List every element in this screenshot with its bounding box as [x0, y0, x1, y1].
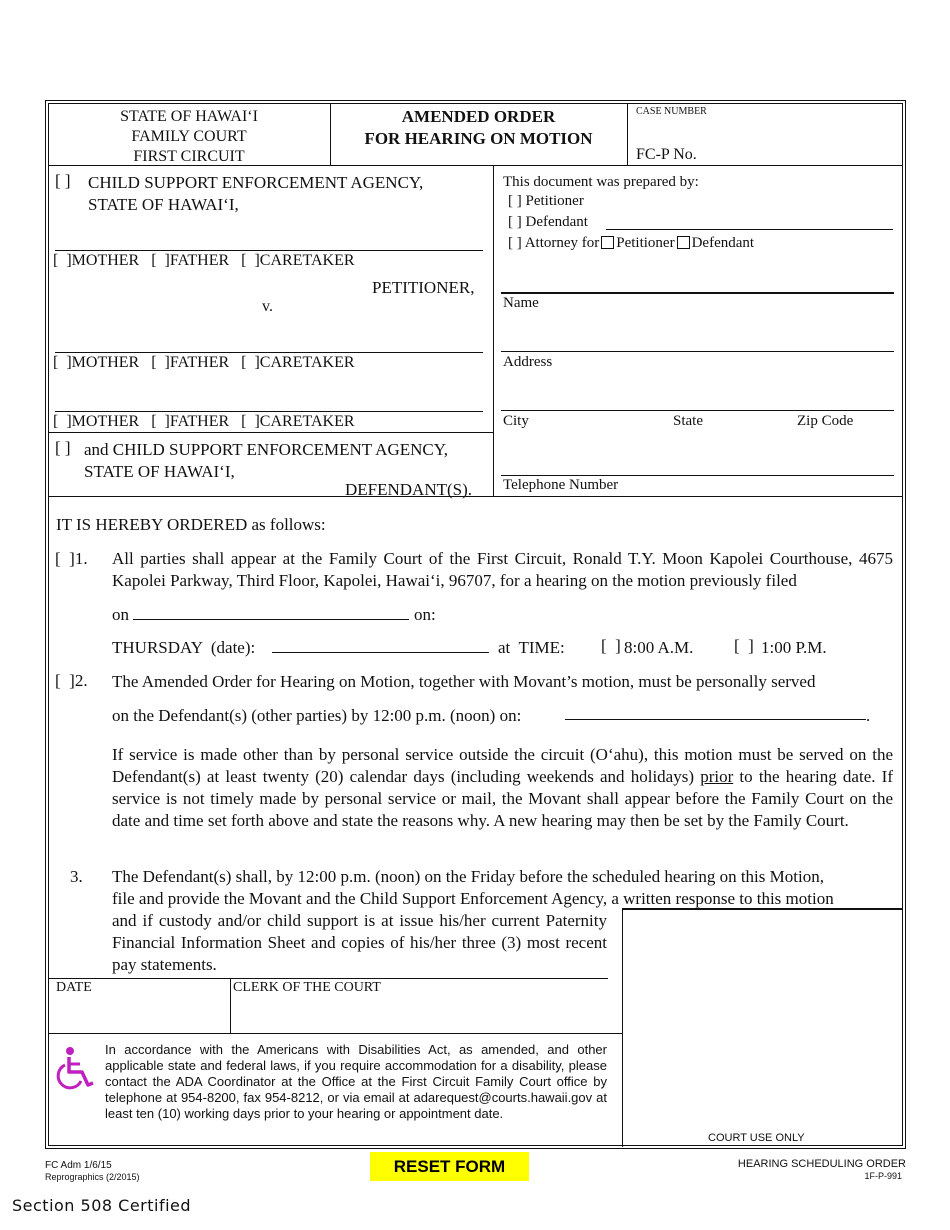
item2-text: The Amended Order for Hearing on Motion, together with Movant’s motion, must be personally served [112, 672, 816, 691]
attorney-defendant-checkbox[interactable] [677, 236, 690, 249]
order-intro: IT IS HEREBY ORDERED as follows: [56, 515, 326, 534]
signature-bottom [48, 1033, 623, 1034]
court-name: STATE OF HAWAIʻI FAMILY COURT FIRST CIRCUIT [120, 108, 258, 165]
document-title: AMENDED ORDER FOR HEARING ON MOTION [364, 107, 593, 148]
thursday-label: THURSDAY (date): [112, 638, 256, 657]
date-label: DATE [56, 980, 92, 995]
court-use-left [622, 908, 623, 1147]
hearing-date-line[interactable] [272, 652, 489, 653]
petitioner-label: PETITIONER, [372, 278, 475, 297]
case-number-prefix[interactable]: FC-P No. [636, 146, 697, 163]
preparer-attorney-option[interactable]: [ ] Attorney for Petitioner Defendant [508, 235, 755, 251]
time-am-checkbox[interactable]: [ ] [601, 636, 621, 655]
time-label: at TIME: [498, 638, 565, 657]
item3-line2: file and provide the Movant and the Child Support Enforcement Agency, a written response to this motion [112, 889, 834, 908]
ada-notice: In accordance with the Americans with Disabilities Act, as amended, and other applicable state and federal laws, if you require accommodation for a disability, please contact the ADA Coordinator at the Office at the First Circuit Family Court office by telephone at 954-8200, fax 954-8212, or via email at adarequest@courts.hawaii.gov at least ten (10) working days prior to your hearing or appointment date. [105, 1042, 607, 1121]
address-label: Address [503, 354, 553, 370]
item3-line1: The Defendant(s) shall, by 12:00 p.m. (noon) on the Friday before the scheduled hearing on this Motion, [112, 867, 824, 886]
reset-form-button[interactable]: RESET FORM [370, 1152, 529, 1181]
clerk-signature-field[interactable] [233, 996, 605, 1030]
service-paragraph: If service is made other than by personal service outside the circuit (Oʻahu), this motion must be served on the Defendant(s) at least twenty (20) calendar days (including weekends and holidays) prior to the hearing date. If service is not timely made by personal service or mail, the Movant shall appear before the Family Court on the date and time set forth above and state the reasons why. A new hearing may then be set by the Family Court. [112, 745, 893, 830]
section-508-label: Section 508 Certified [12, 1196, 192, 1215]
item1-on-label2: on: [414, 605, 436, 624]
time-pm-label: 1:00 P.M. [761, 638, 827, 657]
name-label: Name [503, 295, 539, 311]
item1-checkbox[interactable]: [ ]1. [55, 549, 88, 568]
defendant-label: DEFENDANT(S). [345, 480, 473, 499]
petitioner-role-options[interactable]: [ ]MOTHER [ ]FATHER [ ]CARETAKER [53, 252, 355, 269]
court-use-top [622, 908, 903, 910]
item2-checkbox[interactable]: [ ]2. [55, 671, 88, 690]
csea-checkbox[interactable]: [ ] [55, 171, 71, 190]
def-csea-label: and CHILD SUPPORT ENFORCEMENT AGENCY, STATE OF HAWAIʻI, [84, 440, 449, 481]
caption-bottom [48, 496, 903, 497]
reprographics-label: Reprographics (2/2015) [45, 1172, 140, 1182]
defendant1-role-options[interactable]: [ ]MOTHER [ ]FATHER [ ]CARETAKER [53, 354, 355, 371]
item3-rest: and if custody and/or child support is at issue his/her current Paternity Financial Information Sheet and copies of his/her three (3) most recent pay statements. [112, 911, 607, 974]
signature-divider [230, 978, 231, 1033]
zip-label: Zip Code [797, 413, 854, 429]
time-am-label: 8:00 A.M. [624, 638, 694, 657]
defendant2-role-options[interactable]: [ ]MOTHER [ ]FATHER [ ]CARETAKER [53, 413, 355, 430]
time-pm-checkbox[interactable]: [ ] [734, 636, 754, 655]
item3-number: 3. [70, 867, 83, 886]
preparer-heading: This document was prepared by: [503, 174, 699, 190]
case-number-label: CASE NUMBER [636, 106, 707, 117]
item2-period: . [866, 706, 871, 725]
service-date-line[interactable] [565, 719, 866, 720]
caption-defendant-line [48, 432, 493, 433]
date-field[interactable] [50, 996, 228, 1030]
doc-title: HEARING SCHEDULING ORDER [737, 1158, 906, 1170]
caption-divider [493, 166, 494, 496]
signature-top [48, 978, 608, 979]
header-vline-2 [627, 103, 628, 165]
item2-line2: on the Defendant(s) (other parties) by 12:00 p.m. (noon) on: [112, 706, 522, 725]
name-line [501, 351, 894, 352]
court-use-label: COURT USE ONLY [708, 1132, 805, 1144]
address-line [501, 410, 894, 411]
versus-label: v. [262, 298, 273, 315]
form-id: FC Adm 1/6/15 [45, 1160, 112, 1171]
telephone-label: Telephone Number [503, 477, 619, 493]
attorney-petitioner-checkbox[interactable] [601, 236, 614, 249]
city-label: City [503, 413, 529, 429]
item1-on-line[interactable] [133, 619, 409, 620]
item1-on-label: on [112, 605, 129, 624]
state-label: State [673, 413, 703, 429]
csea-petitioner: CHILD SUPPORT ENFORCEMENT AGENCY, STATE OF HAWAIʻI, [88, 173, 424, 214]
preparer-line [501, 292, 894, 294]
clerk-label: CLERK OF THE COURT [233, 980, 381, 995]
doc-code: 1F-P-991 [864, 1171, 902, 1181]
ada-accessibility-icon [53, 1045, 101, 1093]
preparer-petitioner-option[interactable]: [ ] Petitioner [508, 193, 584, 209]
preparer-defendant-line [606, 229, 893, 230]
preparer-defendant-option[interactable]: [ ] Defendant [508, 214, 588, 230]
def-csea-checkbox[interactable]: [ ] [55, 438, 71, 457]
item1-text: All parties shall appear at the Family Court of the First Circuit, Ronald T.Y. Moon Kapolei Courthouse, 4675 Kapolei Parkway, Third Floor, Kapolei, Hawaiʻi, 96707, for a hearing on the motion previously filed [112, 549, 893, 590]
